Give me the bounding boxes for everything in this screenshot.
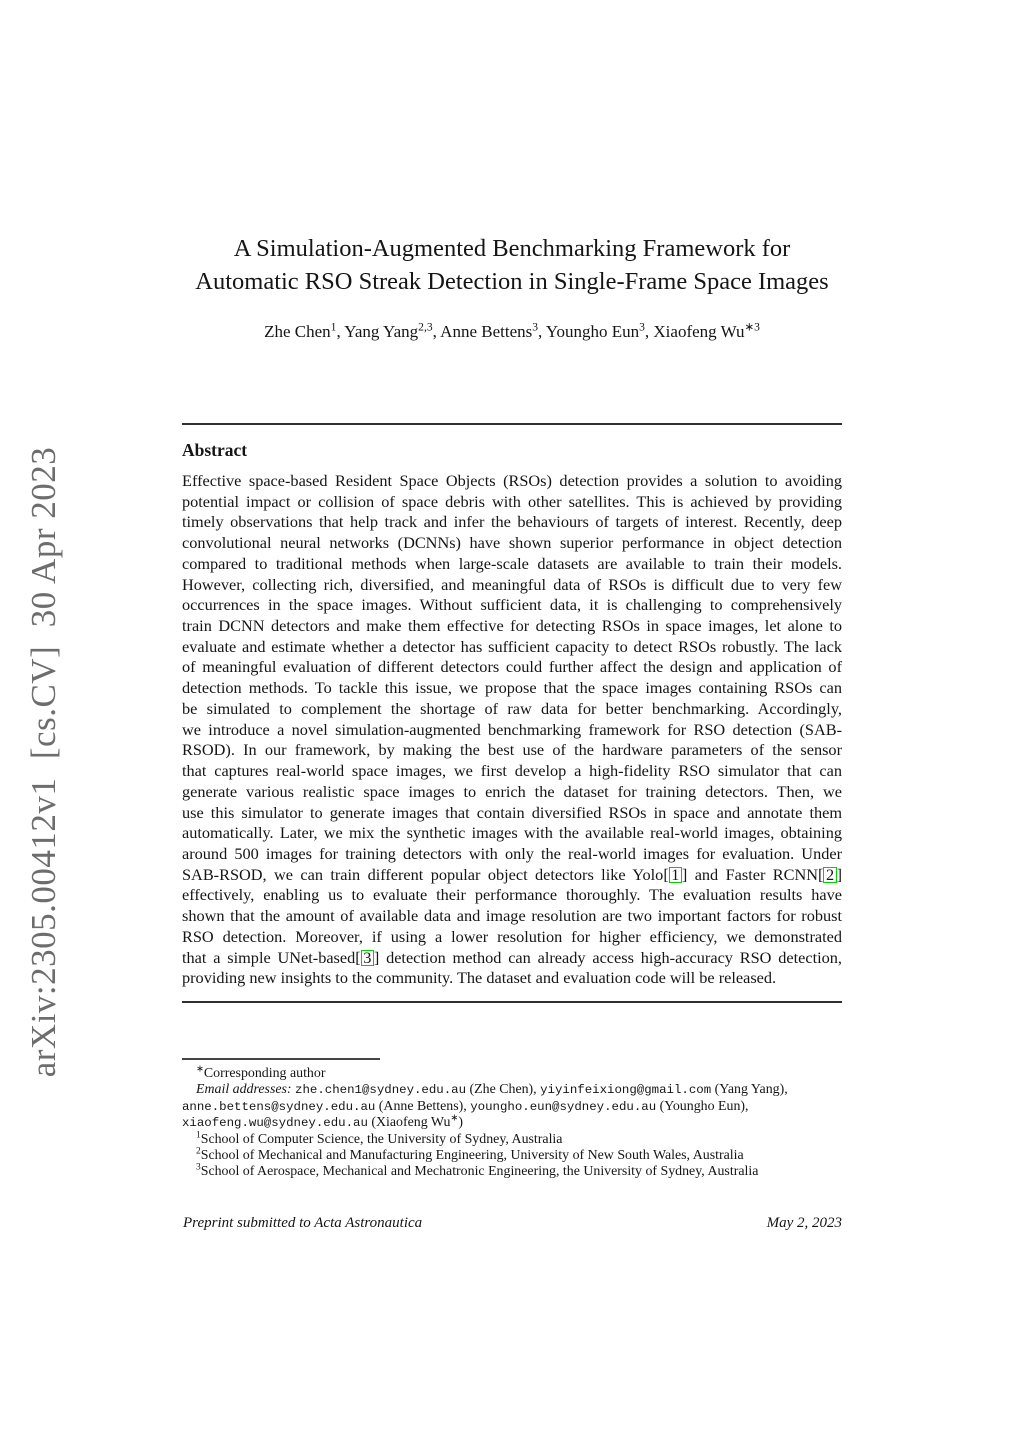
abstract-line: occurrences in the space images. Without sufficient data, it is challenging to comprehensively bbox=[182, 595, 842, 615]
abstract-line: use this simulator to generate images that contain diversified RSOs in space and annotate them bbox=[182, 802, 842, 822]
footnote-rule bbox=[182, 1058, 380, 1060]
abstract-line: detection methods. To tackle this issue, we propose that the space images containing RSOs can bbox=[182, 678, 842, 698]
abstract-line: of meaningful evaluation of different detectors could further affect the design and application of bbox=[182, 657, 842, 677]
footnote-block bbox=[182, 1066, 842, 1181]
abstract-text bbox=[182, 471, 842, 989]
arxiv-watermark: arXiv:2305.00412v1 [cs.CV] 30 Apr 2023 bbox=[24, 446, 63, 1078]
footer-date: May 2, 2023 bbox=[766, 1215, 842, 1231]
abstract-line: evaluate and estimate whether a detector has sufficient capacity to detect RSOs robustly. The lack bbox=[182, 636, 842, 656]
abstract-line: providing new insights to the community. The dataset and evaluation code will be released. bbox=[182, 968, 777, 988]
abstract-line: automatically. Later, we mix the synthetic images with the available real-world images, obtaining bbox=[182, 823, 842, 843]
footnote-corresponding-author: ∗Corresponding author bbox=[196, 1064, 326, 1081]
footnote-emails-line: xiaofeng.wu@sydney.edu.au (Xiaofeng Wu∗) bbox=[182, 1113, 463, 1131]
abstract-line: around 500 images for training detectors with only the real-world images for evaluation. Under bbox=[182, 843, 842, 863]
abstract-line: However, collecting rich, diversified, and meaningful data of RSOs is difficult due to very few bbox=[182, 574, 842, 594]
abstract-line: effectively, enabling us to evaluate their performance thoroughly. The evaluation results have bbox=[182, 885, 842, 905]
footnote-affiliation: $^3$School of Aerospace, Mechanical and Mechatronic Engineering, the University of Sydney, Australia bbox=[196, 1162, 759, 1180]
abstract-line: be simulated to complement the shortage of raw data for better benchmarking. Accordingly, bbox=[182, 698, 842, 718]
footnote-emails-line: anne.bettens@sydney.edu.au (Anne Bettens), youngho.eun@sydney.edu.au (Youngho Eun), bbox=[182, 1098, 749, 1114]
citation-link[interactable]: 3 bbox=[361, 950, 374, 966]
abstract-line: that captures real-world space images, we first develop a high-fidelity RSO simulator that can bbox=[182, 761, 842, 781]
citation-link[interactable]: 1 bbox=[669, 867, 682, 883]
footer-preprint-note: Preprint submitted to Acta Astronautica bbox=[183, 1215, 423, 1231]
abstract-bottom-rule bbox=[182, 1001, 842, 1003]
paper-title-line1: A Simulation-Augmented Benchmarking Framework for bbox=[233, 235, 791, 262]
abstract-line: RSO detection. Moreover, if using a lower resolution for higher efficiency, we demonstrated bbox=[182, 926, 842, 946]
citation-link[interactable]: 2 bbox=[823, 867, 836, 883]
footnote-emails-line: Email addresses: zhe.chen1@sydney.edu.au (Zhe Chen), yiyinfeixiong@gmail.com (Yang Yang), bbox=[196, 1082, 788, 1098]
footnote-affiliation: $^1$School of Computer Science, the University of Sydney, Australia bbox=[196, 1130, 563, 1147]
abstract-top-rule bbox=[182, 423, 842, 425]
paper-title bbox=[182, 233, 842, 298]
abstract-line: compared to traditional methods when large-scale datasets are available to train their models. bbox=[182, 553, 842, 573]
abstract-line: timely observations that help track and infer the behaviours of targets of interest. Recently, deep bbox=[182, 512, 842, 532]
author-line: Zhe Chen$^1$, Yang Yang$^{2,3}$, Anne Bettens$^3$, Youngho Eun$^3$, Xiaofeng $Wu^{∗3}$ bbox=[264, 320, 760, 341]
abstract-line: shown that the amount of available data and image resolution are two important factors for robust bbox=[182, 906, 842, 926]
abstract-line: convolutional neural networks (DCNNs) have shown superior performance in object detection bbox=[182, 533, 842, 553]
abstract-line: train DCNN detectors and make them effective for detecting RSOs in space images, let alone to bbox=[182, 616, 842, 636]
abstract-line: we introduce a novel simulation-augmented benchmarking framework for RSO detection (SAB- bbox=[182, 719, 842, 739]
abstract-line: that a simple UNet-based[ 3 ] detection method can already access high-accuracy RSO detection, bbox=[182, 947, 842, 967]
abstract-line: potential impact or collision of space debris with other satellites. This is achieved by providing bbox=[182, 491, 842, 511]
abstract-line: generate various realistic space images to enrich the dataset for training detectors. Then, we bbox=[182, 781, 842, 801]
abstract-line: Effective space-based Resident Space Objects (RSOs) detection provides a solution to avoiding bbox=[182, 471, 842, 490]
abstract-line: RSOD). In our framework, by making the best use of the hardware parameters of the sensor bbox=[182, 740, 842, 760]
paper-title-line2: Automatic RSO Streak Detection in Single-Frame Space Images bbox=[195, 267, 829, 295]
abstract-heading: Abstract bbox=[182, 440, 248, 460]
footnote-affiliation: $^2$School of Mechanical and Manufacturing Engineering, University of New South Wales, Australia bbox=[196, 1146, 744, 1164]
abstract-line: SAB-RSOD, we can train different popular object detectors like Yolo[ 1 ] and Faster RCNN[ 2 ] bbox=[182, 864, 842, 884]
